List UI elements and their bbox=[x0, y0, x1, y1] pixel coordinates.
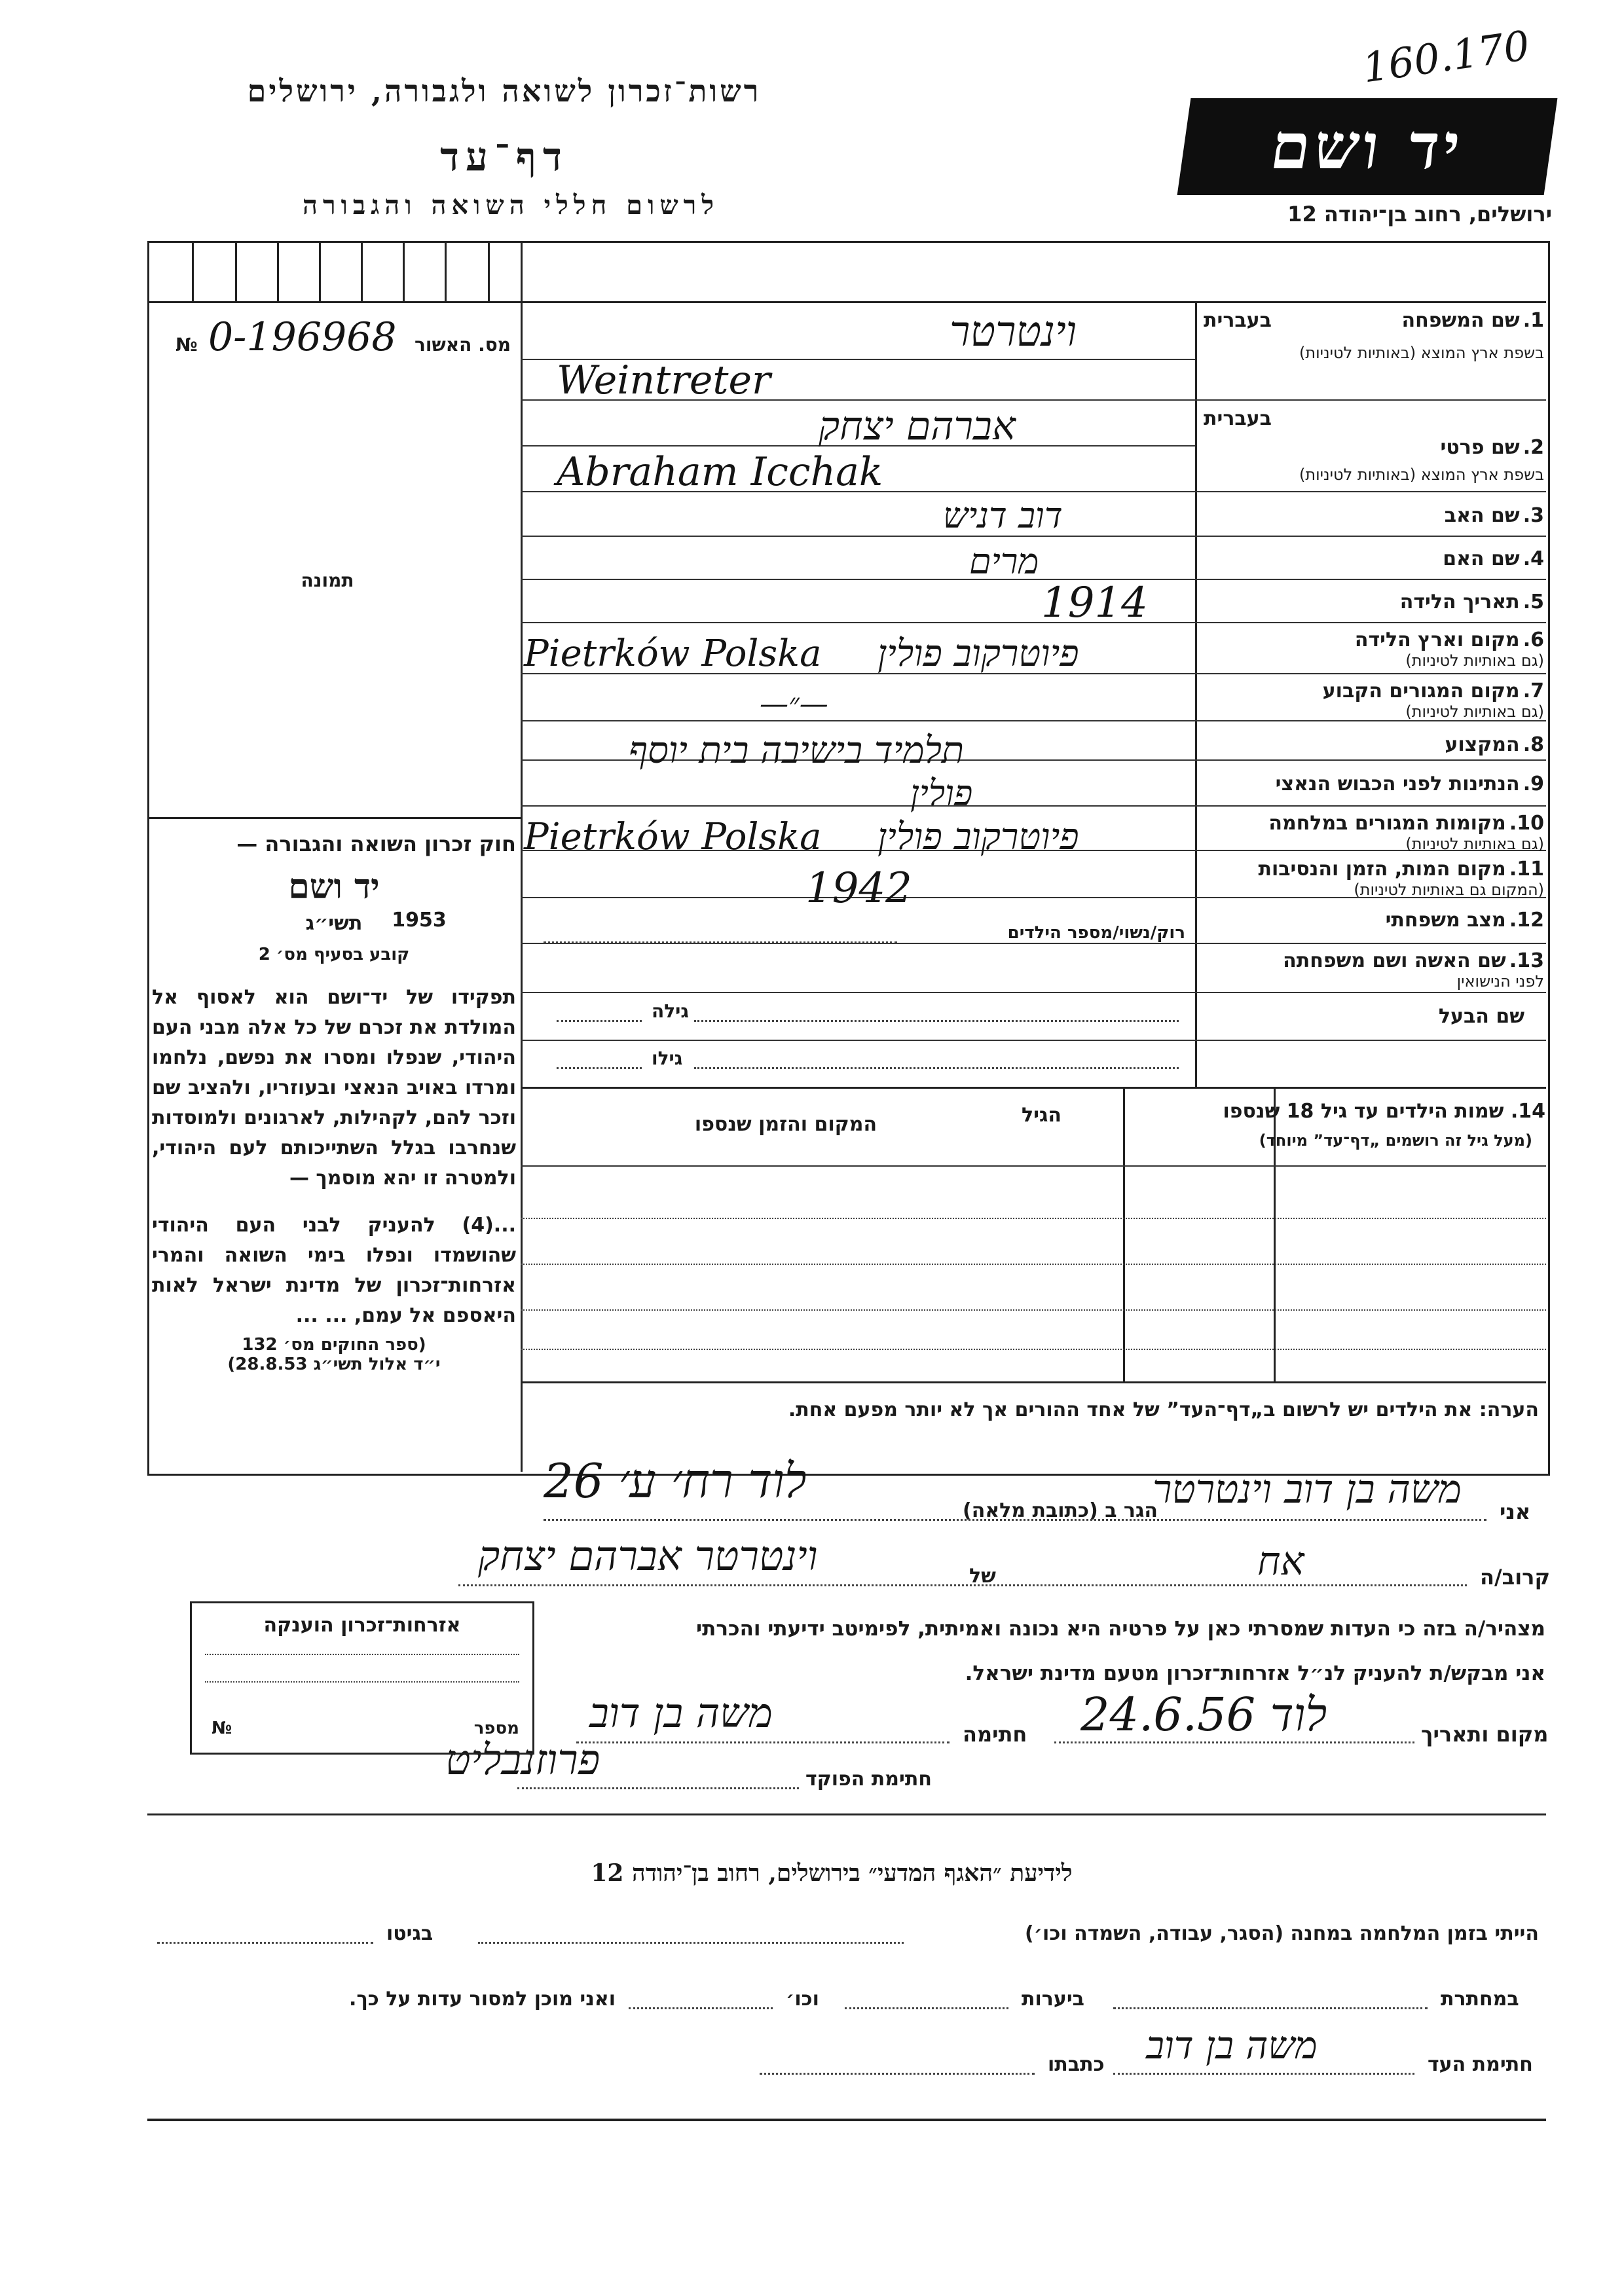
field-3-num: 3. bbox=[1522, 504, 1544, 527]
field-8-label bbox=[1445, 733, 1544, 756]
law-title: חוק זכרון השואה והגבורה — bbox=[236, 831, 516, 856]
field-husband-label bbox=[1439, 1005, 1524, 1028]
husband-age-dots bbox=[557, 1067, 642, 1069]
citizenship-title: אזרחות־זכרון הוענקה bbox=[263, 1614, 461, 1637]
field-12-num: 12. bbox=[1509, 909, 1544, 932]
field-10-value-latin: Pietrków Polska bbox=[524, 816, 822, 858]
field-11-num: 11. bbox=[1509, 858, 1544, 881]
law-clause: קובע בסעיף מס׳ 2 bbox=[258, 945, 410, 964]
field-13-num: 13. bbox=[1509, 949, 1544, 972]
wife-name-dots bbox=[694, 1020, 1179, 1022]
field-11-name: מקום המות, הזמן והנסיבות bbox=[1258, 858, 1506, 881]
registration-label: מס. האשור bbox=[415, 334, 511, 355]
law-year: 1953 bbox=[392, 909, 447, 932]
decl-relative-label: קרוב/ה bbox=[1480, 1565, 1550, 1590]
field-4-num: 4. bbox=[1522, 547, 1544, 570]
field-6-label bbox=[1274, 629, 1544, 670]
field-2-name: שם פרטי bbox=[1440, 436, 1520, 459]
underground-dots bbox=[1113, 2007, 1428, 2009]
children-age-header: הגיל bbox=[1022, 1104, 1061, 1127]
field-8-name: המקצוע bbox=[1445, 733, 1520, 756]
address-label: כתבתו bbox=[1048, 2053, 1105, 2076]
law-text: תפקידו של יד־ושם הוא לאסוף אל המולדת את זכרם של כל אלה מבני העם היהודי, שנפלו ומסרו את נפשם, נלחמו ומרדו באויב הנאצי ובעוזריו, ולהציב שם וזכר להם, לקהילות, לארגונים ולמוסדות שנחרבו בגלל השתייכותם לעם היהודי, ולמטרה זו יהא מוסמך — bbox=[152, 986, 516, 1190]
law-source: (ספר החוקים מס׳ 132 bbox=[242, 1335, 426, 1355]
address-dots bbox=[760, 2073, 1035, 2075]
field-4-label bbox=[1443, 547, 1544, 570]
place-date-dots bbox=[1054, 1741, 1414, 1743]
camp-dots bbox=[478, 1942, 904, 1944]
field-1-hebrew-hint: בעברית bbox=[1204, 309, 1272, 332]
decl-address: לוד רח׳ ע׳ 26 bbox=[544, 1453, 807, 1508]
field-9-label bbox=[1276, 773, 1544, 795]
logo-text: יד ושם bbox=[1266, 109, 1469, 183]
husband-name-label: שם הבעל bbox=[1438, 1005, 1524, 1028]
decl-witness-name: משה בן דוב וינטרטר bbox=[1153, 1467, 1462, 1512]
field-8-value: תלמיד בישיבה בית יוסף bbox=[629, 729, 965, 772]
decl-line-2 bbox=[458, 1584, 1467, 1586]
field-13-sub: לפני הנישואין bbox=[1456, 972, 1544, 991]
field-2-latin-hint: בשפת ארץ המוצא (באותיות לטיניות) bbox=[1299, 465, 1544, 484]
field-6-name: מקום וארץ הלידה bbox=[1354, 629, 1520, 651]
etc-label: וכו׳ bbox=[786, 1988, 819, 2011]
law-name: יד ושם bbox=[288, 867, 380, 907]
place-date-value: לוד 24.6.56 bbox=[1080, 1688, 1327, 1741]
marital-status-dots bbox=[544, 941, 897, 943]
decl-of-label: של bbox=[969, 1565, 996, 1588]
field-10-value-he: פיוטרקוב פולין bbox=[877, 816, 1079, 858]
field-1-value-latin: Weintreter bbox=[557, 357, 771, 403]
field-2-hebrew-hint: בעברית bbox=[1204, 407, 1272, 430]
etc-dots bbox=[629, 2007, 773, 2009]
field-1-name: שם המשפחה bbox=[1401, 309, 1520, 332]
field-9-name: הנתינות לפני הכבוש הנאצי bbox=[1275, 773, 1520, 795]
field-3-name: שם האב bbox=[1444, 504, 1520, 527]
field-5-num: 5. bbox=[1522, 591, 1544, 613]
field-2-value-he: אברהם יצחק bbox=[819, 403, 1016, 449]
officer-signature: פרוזנבליט bbox=[445, 1736, 600, 1785]
decl-deceased: וינטרטר אברהם יצחק bbox=[478, 1532, 818, 1580]
forests-label: ביערות bbox=[1022, 1988, 1084, 2011]
field-7-latin-hint: (גם באותיות לטיניות) bbox=[1405, 702, 1544, 721]
children-place-header: המקום והזמן שנספו bbox=[694, 1113, 877, 1136]
remark-text: הערה: את הילדים יש לרשום ב„דף־העד” של אחד ההורים אך לא יותר מפעם אחת. bbox=[788, 1398, 1539, 1421]
decl-line-1 bbox=[544, 1519, 1486, 1521]
photo-label: תמונה bbox=[301, 570, 354, 591]
citizenship-no-sign: № bbox=[212, 1719, 232, 1738]
field-2-num: 2. bbox=[1522, 436, 1544, 459]
field-6-value-he: פיוטרקוב פולין bbox=[877, 632, 1079, 675]
field-7-name: מקום המגורים הקבוע bbox=[1322, 680, 1520, 702]
field-12-label bbox=[1386, 909, 1544, 932]
yad-vashem-logo bbox=[1177, 98, 1558, 195]
children-label bbox=[1223, 1100, 1545, 1123]
field-3-label bbox=[1445, 504, 1544, 527]
form-title: דף־עד bbox=[440, 134, 568, 180]
field-5-value: 1914 bbox=[1041, 579, 1148, 627]
husband-name-dots bbox=[694, 1067, 1179, 1069]
field-2-value-latin: Abraham Icchak bbox=[557, 449, 883, 495]
field-11-value: 1942 bbox=[805, 864, 912, 913]
field-8-num: 8. bbox=[1522, 733, 1544, 756]
field-1-latin-hint: בשפת ארץ המוצא (באותיות לטיניות) bbox=[1299, 344, 1544, 362]
field-1-label bbox=[1198, 309, 1544, 362]
ghetto-label: בגיטו bbox=[386, 1922, 434, 1945]
signature-dots bbox=[576, 1741, 950, 1743]
registration-number: 0-196968 bbox=[208, 314, 397, 360]
law-source-date: י״ד אלול תשי״ג 28.8.53) bbox=[227, 1355, 441, 1374]
field-6-value-latin: Pietrków Polska bbox=[524, 632, 822, 675]
witness-sig-label: חתימת העד bbox=[1428, 2053, 1533, 2076]
field-7-num: 7. bbox=[1522, 680, 1544, 702]
authority-title: רשות־זכרון לשואה ולגבורה, ירושלים bbox=[247, 73, 762, 109]
law-box bbox=[152, 831, 516, 1374]
forests-dots bbox=[845, 2007, 1008, 2009]
field-1-value-he: וינטרטר bbox=[950, 308, 1077, 356]
field-13-name: שם האשה ושם משפחתה bbox=[1283, 949, 1506, 972]
field-10-latin-hint: (גם באותיות לטיניות) bbox=[1405, 835, 1544, 853]
field-3-value: דוב דניש bbox=[943, 495, 1063, 536]
citizenship-number-label: מספר bbox=[473, 1719, 519, 1738]
marital-status-options: רוק/נשוי/מספר הילדים bbox=[1007, 923, 1185, 943]
field-9-num: 9. bbox=[1522, 773, 1544, 795]
field-13-label bbox=[1274, 949, 1544, 991]
field-7-label bbox=[1274, 680, 1544, 721]
officer-label: חתימת הפוקד bbox=[805, 1768, 932, 1791]
field-5-name: תאריך הלידה bbox=[1399, 591, 1520, 613]
children-note: (מעל גיל זה רושמים „דף־עד” מיוחד) bbox=[1259, 1131, 1532, 1150]
corner-note: 160.170 bbox=[1359, 21, 1533, 92]
field-12-name: מצב משפחתי bbox=[1385, 909, 1506, 932]
field-4-name: שם האם bbox=[1443, 547, 1520, 570]
husband-age-label: גילו bbox=[652, 1048, 683, 1069]
children-title: שמות הילדים עד גיל 18 שנספו bbox=[1223, 1100, 1504, 1123]
form-subtitle: לרשום חללי השואה והגבורה bbox=[302, 190, 720, 221]
citizenship-box bbox=[190, 1601, 534, 1755]
field-6-latin-hint: (גם באותיות לטיניות) bbox=[1405, 651, 1544, 670]
field-6-num: 6. bbox=[1522, 629, 1544, 651]
children-num: 14. bbox=[1510, 1100, 1545, 1123]
place-date-label: מקום ותאריך bbox=[1421, 1722, 1549, 1747]
underground-label: במחתרת bbox=[1441, 1988, 1519, 2011]
decl-line-2-text: אני מבקש/ת להעניק לנ״ל אזרחות־זכרון מטעם מדינת ישראל. bbox=[965, 1662, 1545, 1685]
field-2-label bbox=[1198, 407, 1544, 484]
header-address: ירושלים, רחוב בן־יהודה 12 bbox=[1287, 202, 1552, 227]
field-10-num: 10. bbox=[1509, 812, 1544, 835]
decl-resides-label: הגר ב (כתובת מלאה) bbox=[963, 1499, 1158, 1522]
field-4-value: מרים bbox=[969, 541, 1039, 582]
officer-dots bbox=[517, 1787, 799, 1789]
witness-sig-value: משה בן דוב bbox=[1146, 2023, 1318, 2068]
field-11-latin-hint: (המקום גם באותיות לטיניות) bbox=[1354, 881, 1544, 899]
signature-value: משה בן דוב bbox=[589, 1689, 773, 1737]
field-9-value: פולין bbox=[910, 773, 973, 814]
camp-label: הייתי בזמן המלחמה במחנה (הסגר, עבודה, השמדה וכו׳) bbox=[1025, 1922, 1539, 1945]
wife-age-label: גילה bbox=[652, 1000, 689, 1022]
field-5-label bbox=[1400, 591, 1544, 613]
witness-sig-dots bbox=[1113, 2073, 1414, 2075]
field-10-name: מקומות המגורים במלחמה bbox=[1268, 812, 1506, 835]
ready-label: ואני מוכן למסור עדות על כך. bbox=[349, 1988, 616, 2011]
registration-no-sign: № bbox=[175, 334, 198, 355]
field-1-num: 1. bbox=[1522, 309, 1544, 332]
decl-line-1-text: מצהיר/ה בזה כי העדות שמסרתי כאן על פרטיה היא נכונה ואמיתית, לפימיטב ידיעתי והכרתי bbox=[696, 1617, 1545, 1641]
decl-relation: אח bbox=[1257, 1539, 1304, 1584]
law-year-he: תשי״ג bbox=[305, 912, 363, 935]
field-10-label bbox=[1268, 812, 1544, 853]
law-text-2: ...(4) להעניק לבני העם היהודי שהושמדו ונפלו בימי השואה והמרי אזרחות־זכרון של מדינת ישראל לאות היאספם אל עמם, ... ... bbox=[152, 1214, 516, 1327]
wife-age-dots bbox=[557, 1020, 642, 1022]
top-strip bbox=[147, 241, 521, 301]
bottom-title: לידיעת ״האגף המדעי״ בירושלים, רחוב בן־יהודה 12 bbox=[591, 1859, 1073, 1887]
signature-label: חתימה bbox=[963, 1722, 1027, 1747]
field-7-value: —״— bbox=[760, 687, 828, 721]
field-11-label bbox=[1258, 858, 1544, 899]
bottom-rule bbox=[147, 2119, 1546, 2121]
decl-i-label: אני bbox=[1500, 1499, 1531, 1524]
ghetto-dots bbox=[157, 1942, 373, 1944]
